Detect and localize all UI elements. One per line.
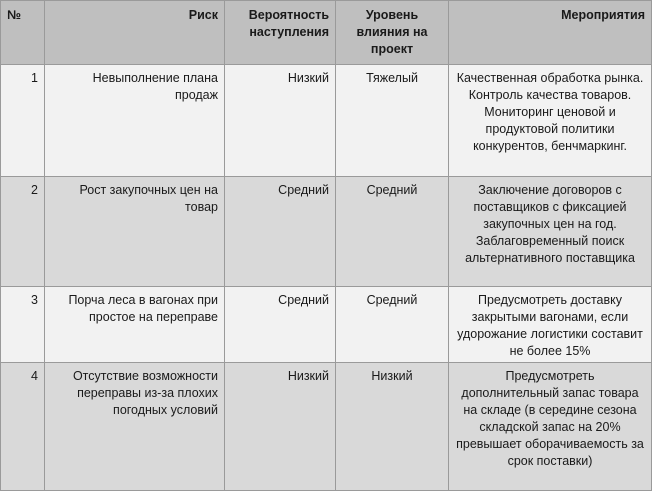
row-impact: Средний	[336, 177, 449, 287]
row-risk: Порча леса в вагонах при простое на переправе	[45, 287, 225, 363]
row-risk: Невыполнение плана продаж	[45, 65, 225, 177]
row-probability: Средний	[225, 287, 336, 363]
row-num: 4	[1, 363, 45, 491]
table-row	[1, 177, 652, 287]
row-impact: Тяжелый	[336, 65, 449, 177]
header-risk: Риск	[45, 1, 225, 65]
row-impact: Средний	[336, 287, 449, 363]
row-impact: Низкий	[336, 363, 449, 491]
row-measures: Предусмотреть доставку закрытыми вагонами, если удорожание логистики составит не более 15%	[449, 287, 652, 363]
row-probability: Средний	[225, 177, 336, 287]
row-num: 1	[1, 65, 45, 177]
header-probability: Вероятность наступления	[225, 1, 336, 65]
row-measures: Предусмотреть дополнительный запас товара на складе (в середине сезона складской запас на 20% превышает оборачиваемость за срок поставки)	[449, 363, 652, 491]
row-num: 2	[1, 177, 45, 287]
row-risk: Отсутствие возможности переправы из-за плохих погодных условий	[45, 363, 225, 491]
row-risk: Рост закупочных цен на товар	[45, 177, 225, 287]
table-row	[1, 363, 652, 491]
row-probability: Низкий	[225, 65, 336, 177]
row-probability: Низкий	[225, 363, 336, 491]
header-measures: Мероприятия	[449, 1, 652, 65]
row-num: 3	[1, 287, 45, 363]
header-row	[1, 1, 652, 65]
header-impact: Уровень влияния на проект	[336, 1, 449, 65]
row-measures: Заключение договоров с поставщиков с фиксацией закупочных цен на год. Заблаговременный поиск альтернативного поставщика	[449, 177, 652, 287]
table-row	[1, 65, 652, 177]
header-num: №	[1, 1, 45, 65]
table-row	[1, 287, 652, 363]
row-measures: Качественная обработка рынка. Контроль качества товаров. Мониторинг ценовой и продуктовой политики конкурентов, бенчмаркинг.	[449, 65, 652, 177]
